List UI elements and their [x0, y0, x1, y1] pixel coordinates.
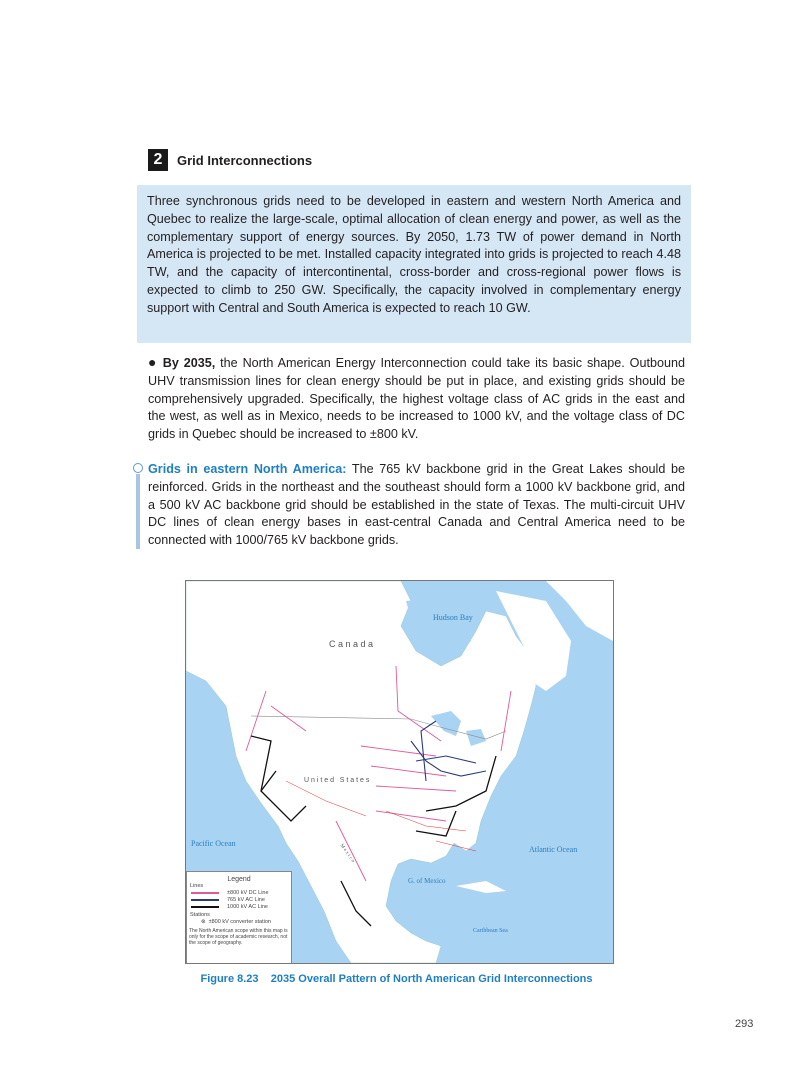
bullet-text: the North American Energy Interconnection could take its basic shape. Outbound UHV transmission lines for clean energy should be put in place, and existing grids should be comprehensively upgraded. Specifically, the highest voltage class of AC grids in the east and the west, as well as in Mexico, needs to be increased to 1000 kV, and the voltage class of DC grids in Quebec should be increased to ±800 kV. — [148, 356, 685, 442]
east-paragraph — [148, 461, 685, 550]
bullet-icon: ● — [148, 354, 158, 370]
east-text: The 765 kV backbone grid in the Great Lakes should be reinforced. Grids in the northeast and the southeast should form a 1000 kV backbone grid, and a 500 kV AC backbone grid should be established in the state of Texas. The multi-circuit UHV DC lines of clean energy bases in east-central Canada and Central America need to be connected with 1000/765 kV backbone grids. — [148, 462, 685, 548]
circle-marker-icon — [133, 463, 143, 473]
section-title: Grid Interconnections — [177, 152, 313, 168]
label-hudson-bay: Hudson Bay — [433, 613, 473, 622]
map-legend — [186, 871, 292, 964]
east-lead: Grids in eastern North America: — [148, 462, 347, 476]
legend-765-label: 765 kV AC Line — [227, 897, 265, 903]
page-number: 293 — [735, 1018, 754, 1030]
converter-station-icon: ⊗ — [201, 919, 206, 925]
legend-lines-heading: Lines — [190, 883, 204, 889]
bullet-lead: By 2035, — [162, 356, 216, 370]
label-mexico: M e x i c o — [338, 843, 355, 864]
grid-map — [185, 580, 614, 964]
label-caribbean: Caribbean Sea — [473, 928, 508, 934]
legend-765 — [191, 897, 291, 903]
label-pacific: Pacific Ocean — [191, 839, 236, 848]
legend-converter-label: ±800 kV converter station — [208, 919, 271, 925]
legend-1000-label: 1000 kV AC Line — [227, 904, 268, 910]
label-atlantic: Atlantic Ocean — [529, 845, 578, 854]
label-gulf: G. of Mexico — [408, 877, 446, 885]
legend-1000 — [191, 904, 291, 910]
legend-note: The North American scope within this map is only for the scope of academic research, not the scope of geography. — [189, 928, 288, 946]
legend-dc — [191, 890, 291, 896]
figure-caption: Figure 8.23 2035 Overall Pattern of North American Grid Interconnections — [200, 973, 593, 985]
section-number: 2 — [148, 149, 168, 171]
label-canada: C a n a d a — [329, 639, 374, 649]
legend-converter — [201, 919, 291, 925]
side-bar — [136, 474, 140, 549]
section-heading — [148, 149, 312, 171]
legend-stations-heading: Stations — [190, 912, 210, 918]
legend-dc-label: ±800 kV DC Line — [227, 890, 269, 896]
label-united-states: U n i t e d S t a t e s — [304, 777, 370, 784]
legend-title: Legend — [227, 876, 251, 883]
summary-box: Three synchronous grids need to be developed in eastern and western North America and Quebec to realize the large-scale, optimal allocation of clean energy and power, as well as the complementary support of energy sources. By 2050, 1.73 TW of power demand in North America is projected to be met. Installed capacity integrated into grids is projected to reach 4.48 TW, and the capacity of intercontinental, cross-border and cross-regional power flows is expected to climb to 250 GW. Specifically, the capacity involved in complementary energy support with Central and South America is expected to reach 10 GW. — [137, 185, 691, 343]
bullet-paragraph — [148, 354, 685, 444]
